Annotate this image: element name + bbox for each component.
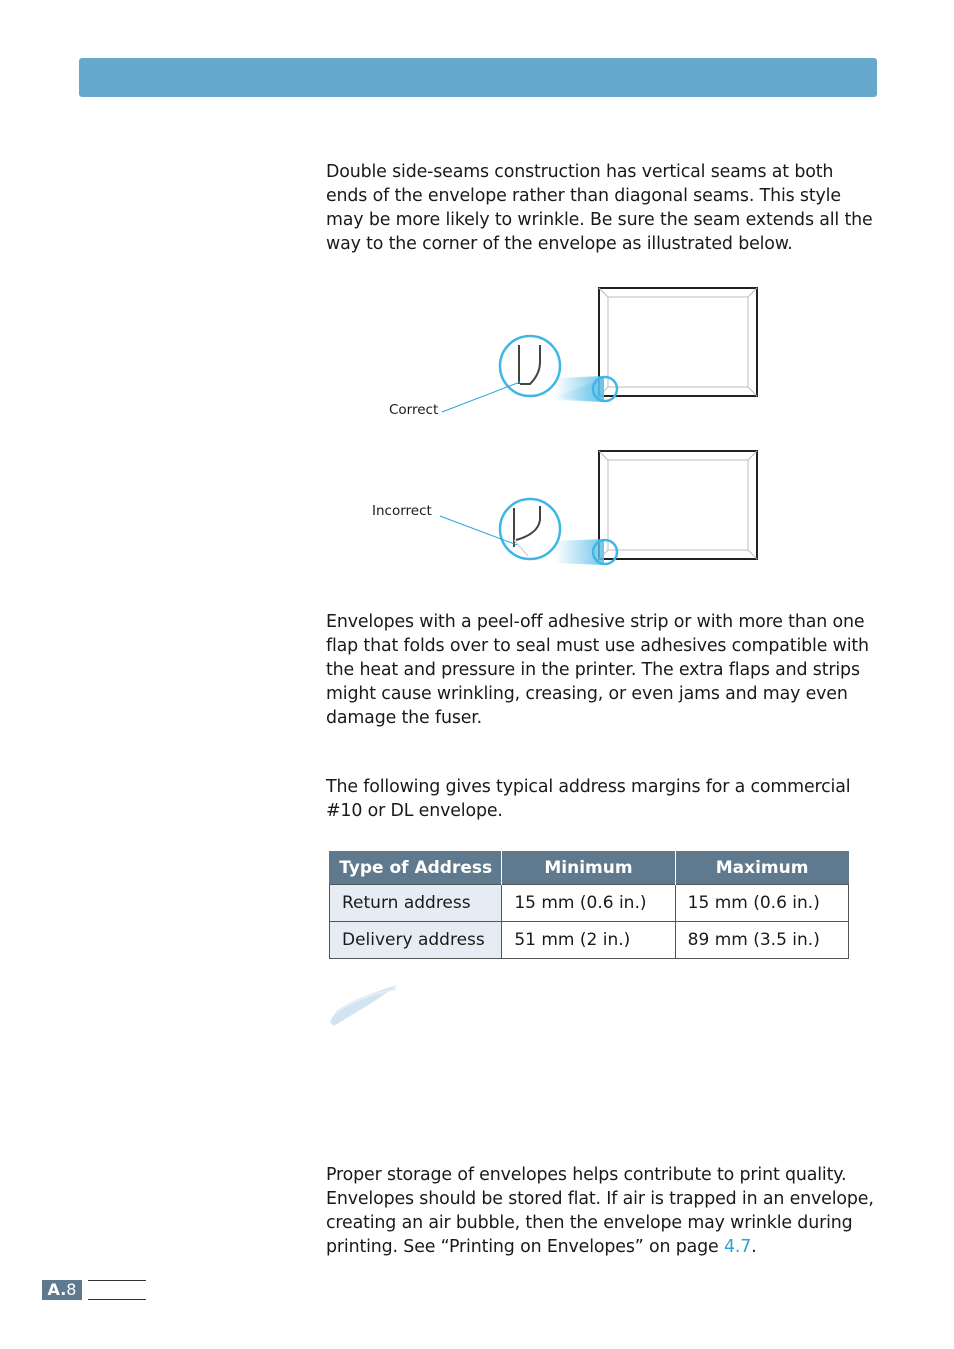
table-header-row <box>330 851 849 885</box>
header-minimum: Minimum <box>502 851 675 885</box>
footer-rule <box>88 1280 146 1281</box>
label-correct: Correct <box>389 402 439 418</box>
paragraph-margins-intro: The following gives typical address margins for a commercial #10 or DL envelope. <box>326 777 851 821</box>
envelope-correct <box>442 288 757 412</box>
cell-delivery-max: 89 mm (3.5 in.) <box>675 922 848 959</box>
row-label-delivery: Delivery address <box>330 922 502 959</box>
cell-return-max: 15 mm (0.6 in.) <box>675 885 848 922</box>
page-number-badge <box>42 1280 82 1300</box>
label-incorrect: Incorrect <box>372 503 432 519</box>
envelope-seam-illustration <box>0 0 954 600</box>
page-link-4-7[interactable]: 4.7 <box>723 1237 752 1257</box>
paragraph-adhesive: Envelopes with a peel-off adhesive strip or with more than one flap that folds over to seal must use adhesives compatible with the heat and pressure in the printer. The extra flaps and strips might cause wrinkling, creasing, or even jams and may even damage the fuser. <box>326 612 869 728</box>
header-type-of-address: Type of Address <box>330 851 502 885</box>
paragraph-seams: Double side-seams construction has vertical seams at both ends of the envelope rather than diagonal seams. This style may be more likely to wrinkle. Be sure the seam extends all the way to the corner of the envelope as illustrated below. <box>326 162 873 254</box>
envelope-incorrect <box>440 451 757 565</box>
table-row <box>330 922 849 959</box>
cell-delivery-min: 51 mm (2 in.) <box>502 922 675 959</box>
storage-text: Proper storage of envelopes helps contribute to print quality. Envelopes should be stored flat. If air is trapped in an envelope, creating an air bubble, then the envelope may wrinkle during printing. See “Printing on Envelopes” on page <box>326 1165 874 1257</box>
cell-return-min: 15 mm (0.6 in.) <box>502 885 675 922</box>
page-prefix: A. <box>47 1280 67 1299</box>
table-row <box>330 885 849 922</box>
footer-rule <box>88 1299 146 1300</box>
row-label-return: Return address <box>330 885 502 922</box>
address-margins-table <box>329 851 849 959</box>
page-number: 8 <box>66 1280 77 1299</box>
header-maximum: Maximum <box>675 851 848 885</box>
paragraph-storage <box>326 1163 876 1259</box>
storage-text-end: . <box>751 1237 757 1257</box>
